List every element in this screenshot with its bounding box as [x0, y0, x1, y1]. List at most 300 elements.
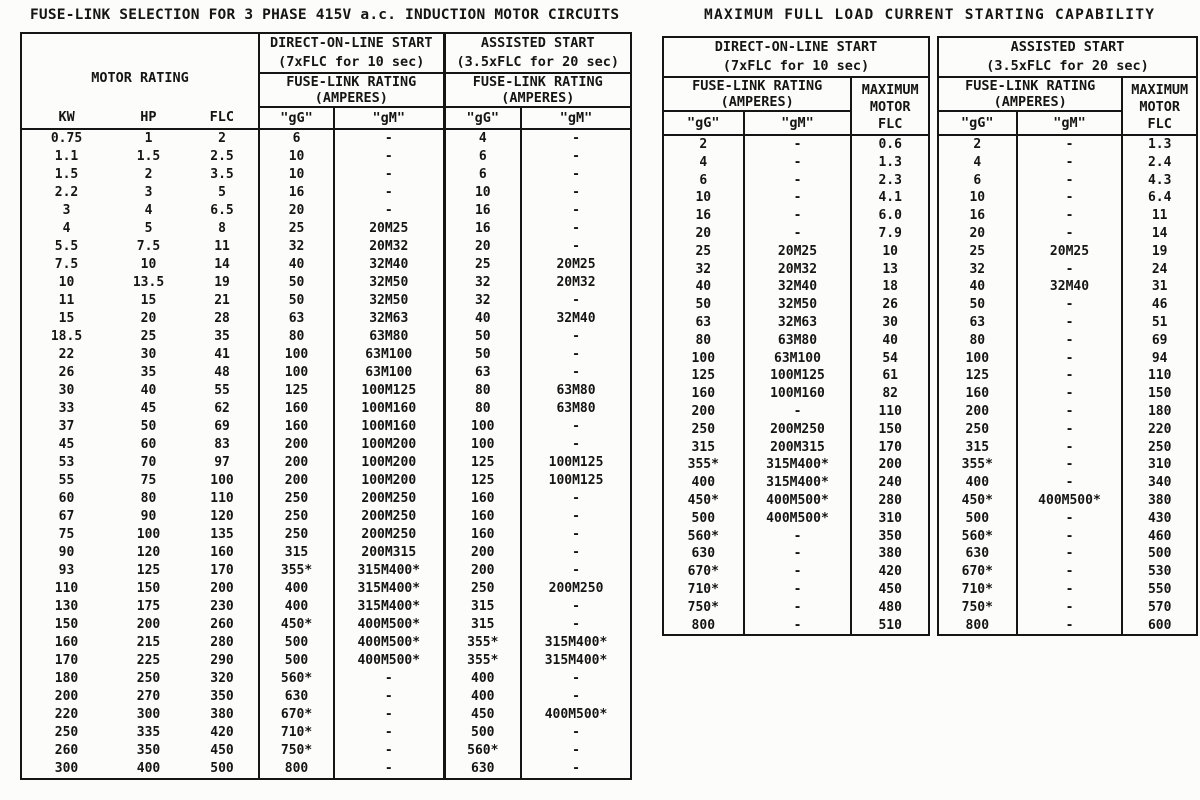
table-cell: - — [521, 346, 631, 364]
table-cell: 200 — [210, 581, 234, 596]
table-cell: 63M100 — [744, 350, 852, 368]
table-cell: 31 — [1122, 278, 1197, 296]
table-cell: 315 — [259, 544, 334, 562]
table-cell: 6.4 — [1122, 189, 1197, 207]
table-row — [21, 418, 631, 436]
table-row — [21, 202, 631, 220]
table-cell: 230 — [210, 599, 234, 614]
table-cell: 62 — [214, 401, 230, 416]
table-row — [938, 314, 1197, 332]
table-row — [21, 598, 631, 616]
gg-column-header: "gG" — [663, 111, 744, 135]
table-cell: 16 — [444, 202, 521, 220]
table-row — [663, 278, 929, 296]
table-row — [21, 742, 631, 760]
table-cell: 320 — [210, 671, 234, 686]
table-cell: 480 — [851, 599, 929, 617]
table-cell: 63M100 — [334, 364, 444, 382]
table-cell: 380 — [851, 545, 929, 563]
table-cell: 400 — [691, 475, 716, 491]
table-cell: 60 — [140, 437, 157, 452]
table-cell: 710* — [687, 581, 719, 597]
table-cell: 310 — [851, 510, 929, 528]
table-cell: 25 — [259, 220, 334, 238]
table-cell: 6 — [973, 172, 982, 188]
table-cell: 30 — [140, 347, 157, 362]
table-row — [663, 510, 929, 528]
table-cell: 4.1 — [851, 189, 929, 207]
table-row — [21, 238, 631, 256]
table-cell: - — [744, 403, 852, 421]
table-cell: 200M315 — [334, 544, 444, 562]
table-cell: 63M80 — [334, 328, 444, 346]
table-cell: 11 — [58, 293, 75, 308]
table-cell: 350 — [851, 528, 929, 546]
table-row — [21, 184, 631, 202]
table-cell: 18.5 — [50, 329, 83, 344]
table-cell: 19 — [214, 275, 230, 290]
table-cell: - — [334, 688, 444, 706]
table-cell: 125 — [136, 563, 161, 578]
table-cell: 25 — [969, 243, 986, 259]
max-header-line1: MAXIMUM — [861, 81, 919, 98]
table-cell: - — [521, 184, 631, 202]
table-cell: 500 — [1122, 545, 1197, 563]
table-row — [663, 225, 929, 243]
table-cell: 40 — [444, 310, 521, 328]
table-cell: 225 — [136, 653, 161, 668]
table-cell: 250 — [691, 421, 716, 437]
table-cell: 6 — [444, 166, 521, 184]
table-cell: - — [334, 742, 444, 760]
table-cell: 315 — [444, 598, 521, 616]
table-cell: - — [334, 166, 444, 184]
table-cell: - — [1017, 617, 1123, 636]
table-cell: 800 — [259, 760, 334, 779]
table-cell: 63M80 — [521, 400, 631, 418]
table-row — [663, 439, 929, 457]
table-row — [938, 510, 1197, 528]
table-row — [21, 760, 631, 779]
assisted-gm-column-header: "gM" — [521, 107, 631, 129]
table-cell: - — [1017, 350, 1123, 368]
table-cell: 94 — [1122, 350, 1197, 368]
table-cell: 2 — [218, 131, 226, 146]
right-assisted-table-body — [938, 135, 1197, 635]
max-header-line3: FLC — [1147, 115, 1172, 132]
table-row — [663, 296, 929, 314]
table-cell: 32M50 — [334, 292, 444, 310]
table-cell: 80 — [259, 328, 334, 346]
table-cell: - — [744, 581, 852, 599]
fuse-link-selection-table — [20, 32, 632, 780]
table-cell: 170 — [54, 653, 79, 668]
table-row — [663, 243, 929, 261]
table-cell: 8 — [218, 221, 226, 236]
table-cell: 200M250 — [744, 421, 852, 439]
table-cell: 450 — [210, 743, 234, 758]
table-cell: 200 — [444, 562, 521, 580]
table-cell: 82 — [851, 385, 929, 403]
table-cell: 3 — [62, 203, 71, 218]
table-cell: 4 — [144, 203, 153, 218]
table-cell: 315M400* — [521, 652, 631, 670]
table-cell: 175 — [136, 599, 161, 614]
table-row — [21, 526, 631, 544]
dol-header-line2: (7xFLC for 10 sec) — [278, 54, 425, 70]
table-cell: - — [334, 724, 444, 742]
table-row — [21, 364, 631, 382]
table-row — [663, 599, 929, 617]
table-cell: 15 — [140, 293, 157, 308]
table-cell: 16 — [969, 208, 986, 224]
table-cell: 130 — [54, 599, 79, 614]
table-cell: - — [521, 418, 631, 436]
table-cell: 670* — [961, 564, 993, 580]
table-cell: 10 — [444, 184, 521, 202]
table-cell: - — [1017, 367, 1123, 385]
table-cell: 54 — [851, 350, 929, 368]
table-cell: 7.5 — [136, 239, 161, 254]
table-row — [663, 474, 929, 492]
left-table-body — [21, 129, 631, 779]
table-cell: 16 — [695, 208, 712, 224]
table-cell: 50 — [695, 297, 712, 313]
table-cell: - — [1017, 510, 1123, 528]
table-cell: - — [334, 670, 444, 688]
table-cell: 170 — [851, 439, 929, 457]
table-row — [21, 346, 631, 364]
table-cell: 4 — [699, 154, 708, 170]
table-cell: 240 — [851, 474, 929, 492]
table-cell: 30 — [851, 314, 929, 332]
table-cell: 20M32 — [334, 238, 444, 256]
table-row — [938, 278, 1197, 296]
table-row — [938, 421, 1197, 439]
table-cell: 100M160 — [744, 385, 852, 403]
table-cell: 400 — [136, 761, 161, 776]
table-cell: 670* — [259, 706, 334, 724]
table-cell: 560* — [687, 528, 719, 544]
max-header-line2: MOTOR — [1139, 98, 1181, 115]
table-cell: 2.2 — [54, 185, 79, 200]
table-cell: 4.3 — [1122, 172, 1197, 190]
table-cell: 710* — [961, 581, 993, 597]
table-row — [663, 135, 929, 154]
table-cell: 400 — [259, 580, 334, 598]
table-cell: 80 — [444, 400, 521, 418]
table-cell: 400M500* — [1017, 492, 1123, 510]
table-cell: 160 — [259, 418, 334, 436]
table-cell: 0.6 — [851, 135, 929, 154]
table-row — [663, 350, 929, 368]
table-cell: 100 — [259, 346, 334, 364]
table-cell: - — [1017, 332, 1123, 350]
table-cell: 800 — [691, 617, 716, 633]
table-cell: 25 — [695, 243, 712, 259]
table-cell: 670* — [687, 564, 719, 580]
table-row — [21, 148, 631, 166]
table-row — [21, 706, 631, 724]
table-cell: 1.5 — [136, 149, 161, 164]
table-cell: 750* — [961, 599, 993, 615]
fuse-rating-line1: FUSE-LINK RATING — [472, 74, 603, 90]
table-cell: 110 — [851, 403, 929, 421]
table-cell: 315M400* — [744, 474, 852, 492]
table-row — [663, 545, 929, 563]
table-cell: 500 — [259, 652, 334, 670]
table-cell: - — [334, 184, 444, 202]
table-cell: 25 — [444, 256, 521, 274]
table-cell: - — [334, 129, 444, 148]
table-cell: 200 — [851, 456, 929, 474]
table-cell: 550 — [1122, 581, 1197, 599]
table-cell: 20 — [444, 238, 521, 256]
table-cell: 125 — [691, 368, 716, 384]
table-cell: 220 — [54, 707, 79, 722]
table-cell: - — [1017, 545, 1123, 563]
table-row — [938, 456, 1197, 474]
direct-on-line-start-header — [259, 33, 444, 73]
table-row — [938, 403, 1197, 421]
table-row — [663, 563, 929, 581]
table-cell: - — [1017, 403, 1123, 421]
table-cell: 125 — [259, 382, 334, 400]
table-cell: 160 — [444, 490, 521, 508]
table-cell: 200 — [259, 436, 334, 454]
table-cell: 20M32 — [744, 261, 852, 279]
table-cell: - — [521, 598, 631, 616]
table-cell: 315M400* — [521, 634, 631, 652]
table-cell: 180 — [1122, 403, 1197, 421]
table-row — [663, 421, 929, 439]
table-cell: - — [334, 706, 444, 724]
table-cell: 570 — [1122, 599, 1197, 617]
table-cell: - — [1017, 563, 1123, 581]
table-cell: 100M125 — [334, 382, 444, 400]
table-cell: 160 — [444, 526, 521, 544]
table-cell: 200 — [965, 403, 990, 419]
table-cell: 160 — [965, 386, 990, 402]
table-cell: 32M50 — [334, 274, 444, 292]
dol-header-line1: DIRECT-ON-LINE START — [270, 35, 433, 51]
max-header-line2: MOTOR — [869, 98, 911, 115]
assisted-header-line1: ASSISTED START — [1010, 39, 1125, 55]
table-cell: 40 — [259, 256, 334, 274]
table-cell: 560* — [259, 670, 334, 688]
table-row — [21, 670, 631, 688]
table-cell: 100M200 — [334, 436, 444, 454]
fuse-rating-line2: (AMPERES) — [720, 94, 794, 110]
table-cell: 41 — [214, 347, 230, 362]
table-cell: 26 — [851, 296, 929, 314]
table-cell: 110 — [210, 491, 234, 506]
gm-column-header: "gM" — [744, 111, 852, 135]
table-cell: 315 — [444, 616, 521, 634]
table-cell: 400 — [965, 475, 990, 491]
table-cell: - — [1017, 581, 1123, 599]
table-cell: 630 — [965, 546, 990, 562]
table-row — [663, 581, 929, 599]
table-cell: 2 — [144, 167, 153, 182]
table-cell: - — [744, 207, 852, 225]
table-cell: 500 — [444, 724, 521, 742]
table-cell: - — [744, 154, 852, 172]
table-cell: 380 — [210, 707, 234, 722]
table-cell: 150 — [1122, 385, 1197, 403]
table-cell: 30 — [58, 383, 75, 398]
table-cell: - — [521, 742, 631, 760]
table-cell: 630 — [259, 688, 334, 706]
table-row — [663, 528, 929, 546]
table-cell: - — [744, 617, 852, 636]
table-row — [663, 189, 929, 207]
table-cell: 100 — [691, 350, 716, 366]
table-cell: 7.9 — [851, 225, 929, 243]
table-cell: 32M63 — [334, 310, 444, 328]
table-row — [21, 634, 631, 652]
table-cell: 1.5 — [54, 167, 79, 182]
table-cell: 63M80 — [744, 332, 852, 350]
table-cell: 50 — [259, 274, 334, 292]
table-cell: 100M125 — [744, 367, 852, 385]
table-cell: 200M250 — [521, 580, 631, 598]
table-row — [21, 292, 631, 310]
table-cell: 560* — [444, 742, 521, 760]
table-row — [938, 617, 1197, 636]
table-cell: - — [1017, 528, 1123, 546]
table-row — [938, 261, 1197, 279]
table-cell: 400 — [444, 688, 521, 706]
table-row — [938, 225, 1197, 243]
table-row — [938, 492, 1197, 510]
table-row — [938, 243, 1197, 261]
table-cell: 400M500* — [744, 492, 852, 510]
table-row — [938, 135, 1197, 154]
table-cell: 250 — [136, 671, 161, 686]
dol-header-line1: DIRECT-ON-LINE START — [714, 39, 878, 55]
max-full-load-current-title: MAXIMUM FULL LOAD CURRENT STARTING CAPABILITY — [704, 7, 1156, 23]
table-cell: - — [521, 202, 631, 220]
table-cell: 93 — [58, 563, 75, 578]
table-cell: 150 — [54, 617, 79, 632]
assisted-start-header — [444, 33, 631, 73]
table-cell: 530 — [1122, 563, 1197, 581]
motor-rating-header-cell — [21, 33, 259, 129]
table-cell: - — [1017, 154, 1123, 172]
table-cell: 2 — [973, 137, 982, 152]
dol-gm-column-header: "gM" — [334, 107, 444, 129]
table-cell: 97 — [214, 455, 230, 470]
table-row — [21, 562, 631, 580]
table-cell: 200 — [259, 472, 334, 490]
maximum-motor-flc-header — [851, 77, 929, 135]
table-cell: 200 — [54, 689, 79, 704]
table-row — [21, 688, 631, 706]
fuse-rating-line2: (AMPERES) — [314, 90, 388, 106]
table-cell: 63 — [259, 310, 334, 328]
table-cell: - — [334, 202, 444, 220]
table-cell: - — [1017, 261, 1123, 279]
table-cell: - — [521, 724, 631, 742]
table-cell: 69 — [1122, 332, 1197, 350]
table-cell: 70 — [140, 455, 157, 470]
table-cell: 400M500* — [334, 652, 444, 670]
table-row — [938, 581, 1197, 599]
table-cell: - — [744, 528, 852, 546]
table-cell: 10 — [259, 166, 334, 184]
table-cell: 355* — [259, 562, 334, 580]
gg-column-header: "gG" — [938, 111, 1017, 135]
table-cell: 250 — [444, 580, 521, 598]
table-cell: 200M250 — [334, 490, 444, 508]
table-cell: - — [1017, 474, 1123, 492]
table-cell: - — [521, 562, 631, 580]
table-row — [663, 172, 929, 190]
table-cell: 10 — [969, 190, 986, 206]
table-cell: 630 — [444, 760, 521, 779]
table-cell: 53 — [58, 455, 75, 470]
table-cell: 25 — [140, 329, 157, 344]
table-row — [21, 310, 631, 328]
table-cell: 63M100 — [334, 346, 444, 364]
table-cell: 500 — [965, 510, 990, 526]
table-row — [938, 385, 1197, 403]
table-row — [663, 385, 929, 403]
table-cell: 300 — [136, 707, 161, 722]
table-cell: 630 — [691, 546, 716, 562]
table-cell: 40 — [969, 279, 986, 295]
table-cell: 420 — [851, 563, 929, 581]
table-row — [21, 580, 631, 598]
table-row — [663, 456, 929, 474]
table-cell: 100 — [259, 364, 334, 382]
table-cell: 6 — [259, 129, 334, 148]
table-row — [938, 528, 1197, 546]
table-row — [938, 189, 1197, 207]
table-cell: 450 — [444, 706, 521, 724]
table-cell: 100M200 — [334, 454, 444, 472]
table-cell: 400M500* — [744, 510, 852, 528]
table-cell: - — [744, 189, 852, 207]
table-cell: 6 — [699, 172, 708, 188]
table-cell: - — [334, 760, 444, 779]
table-cell: 32 — [969, 261, 986, 277]
table-cell: 32 — [444, 292, 521, 310]
dol-header-line2: (7xFLC for 10 sec) — [722, 58, 870, 74]
table-row — [21, 616, 631, 634]
fuse-rating-line1: FUSE-LINK RATING — [965, 78, 1096, 94]
table-cell: 150 — [136, 581, 161, 596]
table-cell: 19 — [1122, 243, 1197, 261]
table-cell: 600 — [1122, 617, 1197, 636]
table-cell: 80 — [969, 332, 986, 348]
table-cell: 170 — [210, 563, 234, 578]
table-cell: 280 — [210, 635, 234, 650]
table-cell: 55 — [58, 473, 75, 488]
table-cell: 80 — [444, 382, 521, 400]
table-cell: 50 — [969, 297, 986, 313]
table-cell: 0.75 — [50, 131, 83, 146]
table-row — [938, 172, 1197, 190]
table-cell: - — [521, 129, 631, 148]
table-cell: 4 — [62, 221, 71, 236]
table-row — [663, 261, 929, 279]
table-cell: 5 — [218, 185, 226, 200]
table-cell: - — [521, 616, 631, 634]
table-cell: 1.1 — [54, 149, 79, 164]
flc-column-label: FLC — [209, 109, 235, 125]
